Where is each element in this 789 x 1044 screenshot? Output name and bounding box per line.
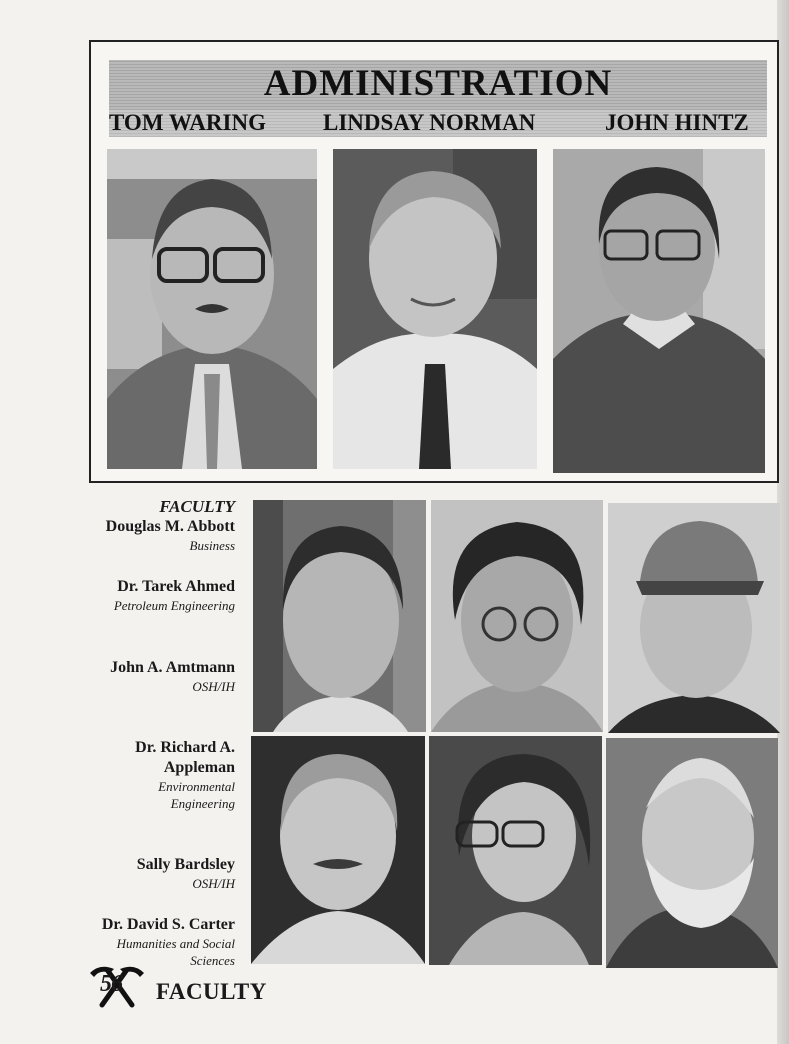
faculty-entry (60, 577, 235, 614)
admin-photo-3 (553, 149, 765, 473)
faculty-name: Sally Bardsley (136, 856, 235, 873)
faculty-name: John A. Amtmann (110, 659, 235, 676)
faculty-name: Dr. Tarek Ahmed (117, 578, 235, 595)
faculty-name: Dr. David S. Carter (101, 916, 235, 933)
faculty-dept: OSH/IH (192, 876, 235, 891)
faculty-entry (60, 738, 235, 812)
faculty-photo-ahmed (431, 500, 603, 732)
admin-photo-1 (107, 149, 317, 469)
faculty-entry (60, 855, 235, 892)
faculty-dept: Environmental (158, 779, 235, 794)
page-number: 56 (100, 971, 122, 997)
faculty-heading: FACULTY (159, 497, 235, 516)
admin-name-2: LINDSAY NORMAN (323, 110, 536, 135)
faculty-photo-amtmann (608, 503, 780, 733)
faculty-dept: Sciences (190, 953, 235, 968)
faculty-name: Dr. Richard A. (135, 739, 235, 756)
faculty-dept: Business (189, 538, 235, 553)
faculty-photo-bardsley (429, 736, 602, 965)
faculty-dept: Engineering (170, 796, 235, 811)
faculty-dept: Petroleum Engineering (113, 598, 235, 613)
admin-name-3: JOHN HINTZ (605, 110, 749, 135)
faculty-photo-abbott (253, 500, 426, 732)
administration-box (89, 40, 779, 483)
faculty-photo-carter (606, 738, 778, 968)
faculty-entry (60, 915, 235, 969)
faculty-name: Appleman (163, 759, 235, 776)
section-label: FACULTY (156, 979, 267, 1004)
admin-title: ADMINISTRATION (263, 63, 613, 104)
page-footer (86, 963, 306, 1009)
faculty-entry (60, 658, 235, 695)
admin-photo-2 (333, 149, 537, 469)
faculty-photo-appleman (251, 736, 425, 964)
admin-names-band (109, 110, 767, 137)
faculty-dept: Humanities and Social (116, 936, 235, 951)
faculty-name: Douglas M. Abbott (105, 518, 235, 535)
admin-name-1: TOM WARING (109, 110, 266, 135)
faculty-dept: OSH/IH (192, 679, 235, 694)
admin-title-band (109, 60, 767, 110)
faculty-entry (60, 517, 235, 554)
